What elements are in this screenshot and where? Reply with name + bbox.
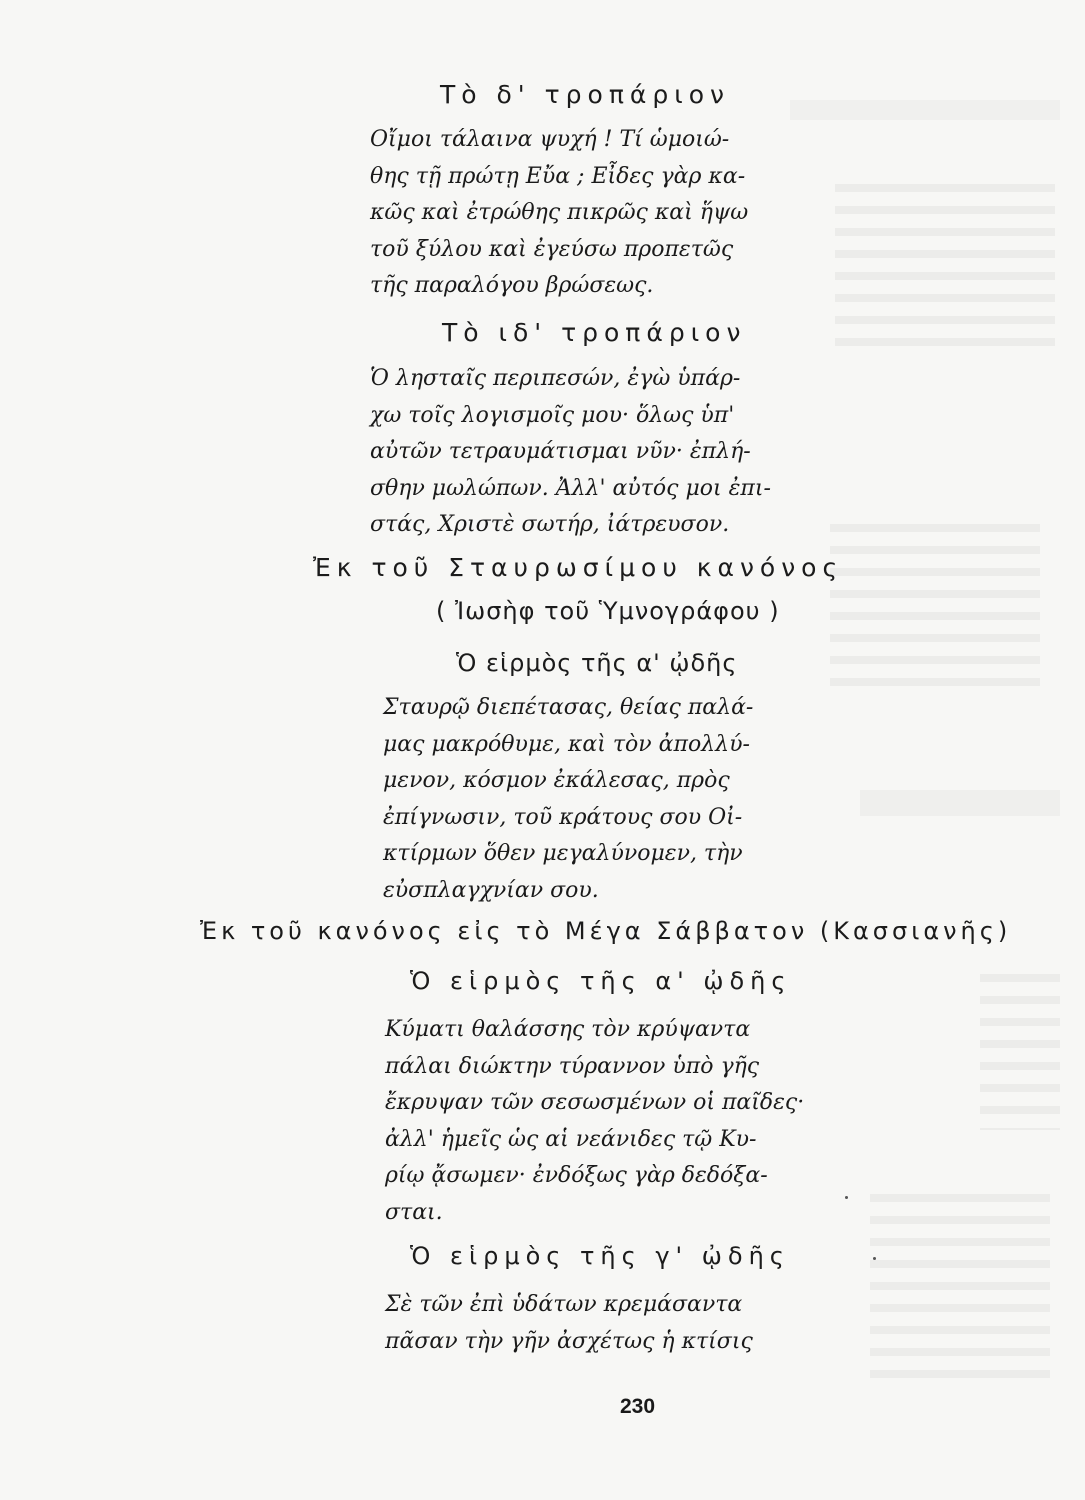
section-heading-troparion-14: Τὸ ιδ' τροπάριον [442, 318, 747, 347]
verse-line: κῶς καὶ ἐτρώθης πικρῶς καὶ ἥψω [370, 200, 749, 225]
section-heading-heirmos-ode-1: Ὁ εἱρμὸς τῆς α' ᾠδῆς [456, 649, 738, 677]
verse-line: στάς, Χριστὲ σωτήρ, ἰάτρευσον. [370, 512, 730, 537]
section-heading-heirmos-ode-3: Ὁ εἱρμὸς τῆς γ' ᾠδῆς [410, 1242, 790, 1270]
verse-line: ἔκρυψαν τῶν σεσωσμένων οἱ παῖδες· [385, 1090, 805, 1115]
verse-line: πᾶσαν τὴν γῆν ἀσχέτως ἡ κτίσις [385, 1328, 753, 1354]
page-number: 230 [620, 1395, 656, 1418]
section-subheading-author: ( Ἰωσὴφ τοῦ Ὑμνογράφου ) [436, 597, 780, 625]
section-heading-holy-saturday-canon: Ἐκ τοῦ κανόνος εἰς τὸ Μέγα Σάββατον (Κασσιανῆς) [200, 917, 1012, 945]
verse-block-3 [383, 690, 753, 909]
verse-block-2 [370, 361, 771, 544]
verse-line: ἀλλ' ἡμεῖς ὡς αἱ νεάνιδες τῷ Κυ- [385, 1126, 757, 1152]
verse-line: σται. [385, 1199, 443, 1225]
verse-line: πάλαι διώκτην τύραννον ὑπὸ γῆς [385, 1053, 760, 1079]
section-heading-troparion-4: Τὸ δ' τροπάριον [440, 80, 730, 109]
verse-block-1 [370, 122, 748, 305]
verse-block-4 [385, 1012, 804, 1231]
verse-line: θης τῇ πρώτῃ Εὔα ; Εἶδες γὰρ κα- [370, 163, 746, 189]
verse-line: Κύματι θαλάσσης τὸν κρύψαντα [385, 1017, 751, 1042]
verse-line: ἐπίγνωσιν, τοῦ κράτους σου Οἰ- [383, 804, 743, 830]
section-heading-stavrosimos-canon: Ἐκ τοῦ Σταυρωσίμου κανόνος [313, 553, 844, 582]
verse-line: κτίρμων ὅθεν μεγαλύνομεν, τὴν [383, 841, 743, 866]
verse-line: σθην μωλώπων. Ἀλλ' αὐτός μοι ἐπι- [370, 475, 771, 501]
verse-line: εὐσπλαγχνίαν σου. [383, 877, 599, 903]
print-speck [873, 1257, 876, 1260]
verse-line: Οἴμοι τάλαινα ψυχή ! Τί ὡμοιώ- [370, 127, 730, 152]
verse-line: μας μακρόθυμε, καὶ τὸν ἀπολλύ- [383, 731, 750, 757]
verse-line: τῆς παραλόγου βρώσεως. [370, 273, 654, 298]
verse-line: ρίῳ ᾄσωμεν· ἐνδόξως γὰρ δεδόξα- [385, 1163, 768, 1188]
verse-line: μενον, κόσμον ἐκάλεσας, πρὸς [383, 768, 730, 793]
verse-line: χω τοῖς λογισμοῖς μου· ὅλως ὑπ' [370, 402, 735, 428]
verse-line: Σὲ τῶν ἐπὶ ὑδάτων κρεμάσαντα [385, 1292, 743, 1317]
verse-block-5 [385, 1287, 753, 1360]
section-heading-heirmos-ode-1-second: Ὁ εἱρμὸς τῆς α' ᾠδῆς [410, 967, 792, 995]
verse-line: Ὁ λησταῖς περιπεσών, ἐγὼ ὑπάρ- [370, 366, 741, 391]
verse-line: τοῦ ξύλου καὶ ἐγεύσω προπετῶς [370, 236, 734, 262]
verse-line: αὐτῶν τετραυμάτισμαι νῦν· ἐπλή- [370, 439, 751, 464]
verse-line: Σταυρῷ διεπέτασας, θείας παλά- [383, 695, 754, 720]
print-speck [845, 1196, 848, 1199]
